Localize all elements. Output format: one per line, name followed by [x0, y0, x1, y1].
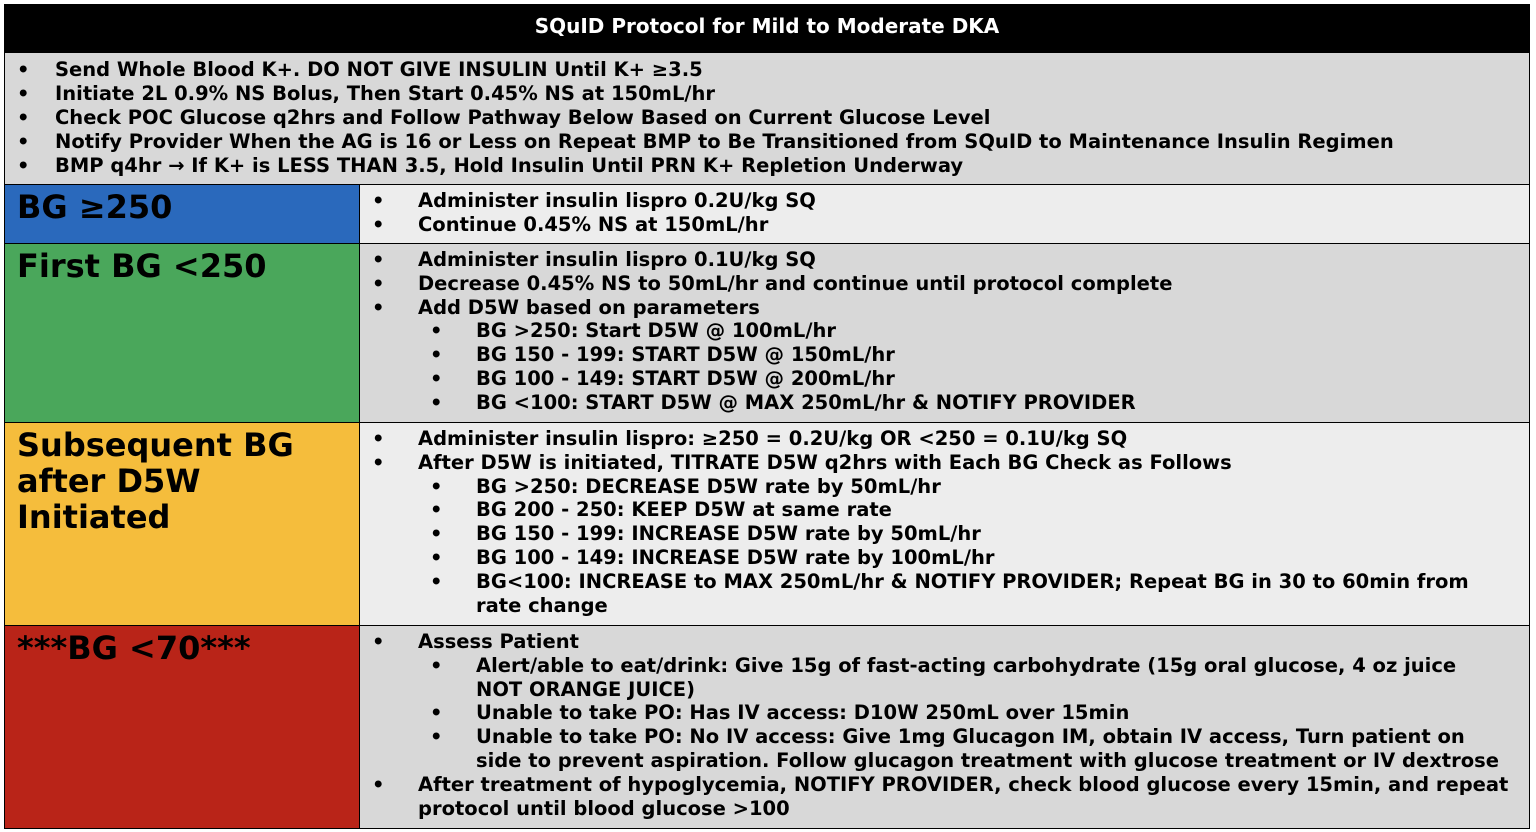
- general-item: [17, 58, 1529, 82]
- instruction-text: Continue 0.45% NS at 150mL/hr: [418, 212, 769, 236]
- instruction-item: [372, 296, 1529, 320]
- general-item: [17, 154, 1529, 178]
- instruction-text: BG 100 - 149: START D5W @ 200mL/hr: [476, 366, 895, 390]
- instruction-subitem: [372, 475, 1529, 499]
- instruction-text: BG >250: Start D5W @ 100mL/hr: [476, 319, 836, 343]
- protocol-table: [4, 4, 1530, 829]
- general-item: [17, 106, 1529, 130]
- instruction-item: [372, 189, 1529, 213]
- general-item-text: Initiate 2L 0.9% NS Bolus, Then Start 0.45% NS at 150mL/hr: [55, 82, 716, 105]
- bullet: •: [17, 58, 30, 81]
- bullet: •: [372, 295, 385, 319]
- instruction-subitem: [372, 570, 1529, 618]
- row-instructions: [360, 423, 1529, 625]
- instruction-item: [372, 213, 1529, 237]
- row-instructions: [360, 626, 1529, 828]
- bullet: •: [372, 450, 385, 474]
- bullet: •: [430, 522, 443, 546]
- instruction-subitem: [372, 498, 1529, 522]
- page-title: SQuID Protocol for Mild to Moderate DKA: [4, 4, 1530, 53]
- instruction-subitem: [372, 725, 1529, 773]
- instruction-text: After D5W is initiated, TITRATE D5W q2hrs with Each BG Check as Follows: [418, 450, 1232, 474]
- general-item-text: BMP q4hr → If K+ is LESS THAN 3.5, Hold Insulin Until PRN K+ Repletion Underway: [55, 154, 964, 177]
- row-instructions: [360, 244, 1529, 422]
- instruction-subitem: [372, 701, 1529, 725]
- row-bg-250-plus: [4, 185, 1530, 244]
- bullet: •: [430, 343, 443, 367]
- instruction-text: After treatment of hypoglycemia, NOTIFY PROVIDER, check blood glucose every 15min, and repeat protocol until blood glucose >100: [418, 772, 1509, 820]
- bullet: •: [17, 130, 30, 153]
- row-instructions: [360, 185, 1529, 243]
- general-item-text: Notify Provider When the AG is 16 or Less on Repeat BMP to Be Transitioned from SQuID to Maintenance Insulin Regimen: [55, 130, 1394, 153]
- row-first-bg-under-250: [4, 244, 1530, 423]
- row-subsequent-bg: [4, 423, 1530, 626]
- general-item-text: Check POC Glucose q2hrs and Follow Pathway Below Based on Current Glucose Level: [55, 106, 991, 129]
- bullet: •: [430, 725, 443, 749]
- bullet: •: [430, 545, 443, 569]
- instruction-text: Unable to take PO: Has IV access: D10W 250mL over 15min: [476, 701, 1130, 725]
- instruction-subitem: [372, 522, 1529, 546]
- bullet: •: [17, 106, 30, 129]
- bullet: •: [17, 154, 30, 177]
- row-label-first-bg-under-250: First BG <250: [5, 244, 360, 422]
- instruction-text: BG 150 - 199: INCREASE D5W rate by 50mL/hr: [476, 522, 981, 546]
- instruction-text: BG<100: INCREASE to MAX 250mL/hr & NOTIFY PROVIDER; Repeat BG in 30 to 60min from rate change: [476, 569, 1469, 617]
- bullet: •: [372, 772, 385, 796]
- instruction-text: BG 150 - 199: START D5W @ 150mL/hr: [476, 343, 895, 367]
- bullet: •: [430, 653, 443, 677]
- instruction-subitem: [372, 654, 1529, 702]
- instruction-text: Unable to take PO: No IV access: Give 1mg Glucagon IM, obtain IV access, Turn patient on side to prevent aspiration. Follow glucagon treatment with glucose treatment or IV dextrose: [476, 725, 1499, 772]
- instruction-subitem: [372, 391, 1529, 415]
- bullet: •: [430, 569, 443, 593]
- row-label-subsequent-bg: Subsequent BG after D5W Initiated: [5, 423, 360, 625]
- instruction-text: Administer insulin lispro 0.2U/kg SQ: [418, 189, 816, 212]
- instruction-item: [372, 630, 1529, 654]
- bullet: •: [430, 319, 443, 343]
- instruction-text: BG 200 - 250: KEEP D5W at same rate: [476, 498, 892, 522]
- bullet: •: [372, 271, 385, 295]
- instruction-subitem: [372, 546, 1529, 570]
- instruction-text: Decrease 0.45% NS to 50mL/hr and continue until protocol complete: [418, 271, 1173, 295]
- bullet: •: [372, 212, 385, 236]
- row-bg-under-70: [4, 626, 1530, 829]
- instruction-text: Assess Patient: [418, 630, 579, 653]
- instruction-text: BG >250: DECREASE D5W rate by 50mL/hr: [476, 474, 941, 498]
- general-item-text: Send Whole Blood K+. DO NOT GIVE INSULIN Until K+ ≥3.5: [55, 58, 703, 81]
- instruction-text: BG 100 - 149: INCREASE D5W rate by 100mL/hr: [476, 545, 995, 569]
- bullet: •: [17, 82, 30, 105]
- general-item: [17, 130, 1529, 154]
- instruction-text: BG <100: START D5W @ MAX 250mL/hr & NOTIFY PROVIDER: [476, 390, 1136, 414]
- bullet: •: [372, 248, 385, 271]
- instruction-text: Administer insulin lispro 0.1U/kg SQ: [418, 248, 816, 271]
- instruction-item: [372, 427, 1529, 451]
- row-label-bg-250-plus: BG ≥250: [5, 185, 360, 243]
- bullet: •: [430, 366, 443, 390]
- instruction-subitem: [372, 367, 1529, 391]
- bullet: •: [372, 189, 385, 212]
- instruction-item: [372, 451, 1529, 475]
- instruction-subitem: [372, 319, 1529, 343]
- bullet: •: [372, 630, 385, 653]
- instruction-item: [372, 272, 1529, 296]
- row-label-bg-under-70: ***BG <70***: [5, 626, 360, 828]
- general-instructions: [4, 53, 1530, 185]
- bullet: •: [430, 498, 443, 522]
- bullet: •: [372, 427, 385, 450]
- instruction-text: Add D5W based on parameters: [418, 295, 760, 319]
- instruction-text: Administer insulin lispro: ≥250 = 0.2U/kg OR <250 = 0.1U/kg SQ: [418, 427, 1128, 450]
- bullet: •: [430, 390, 443, 414]
- instruction-item: [372, 248, 1529, 272]
- instruction-text: Alert/able to eat/drink: Give 15g of fast-acting carbohydrate (15g oral glucose, 4 oz juice NOT ORANGE JUICE): [476, 653, 1457, 701]
- bullet: •: [430, 474, 443, 498]
- bullet: •: [430, 701, 443, 725]
- instruction-item: [372, 773, 1529, 821]
- general-item: [17, 82, 1529, 106]
- instruction-subitem: [372, 343, 1529, 367]
